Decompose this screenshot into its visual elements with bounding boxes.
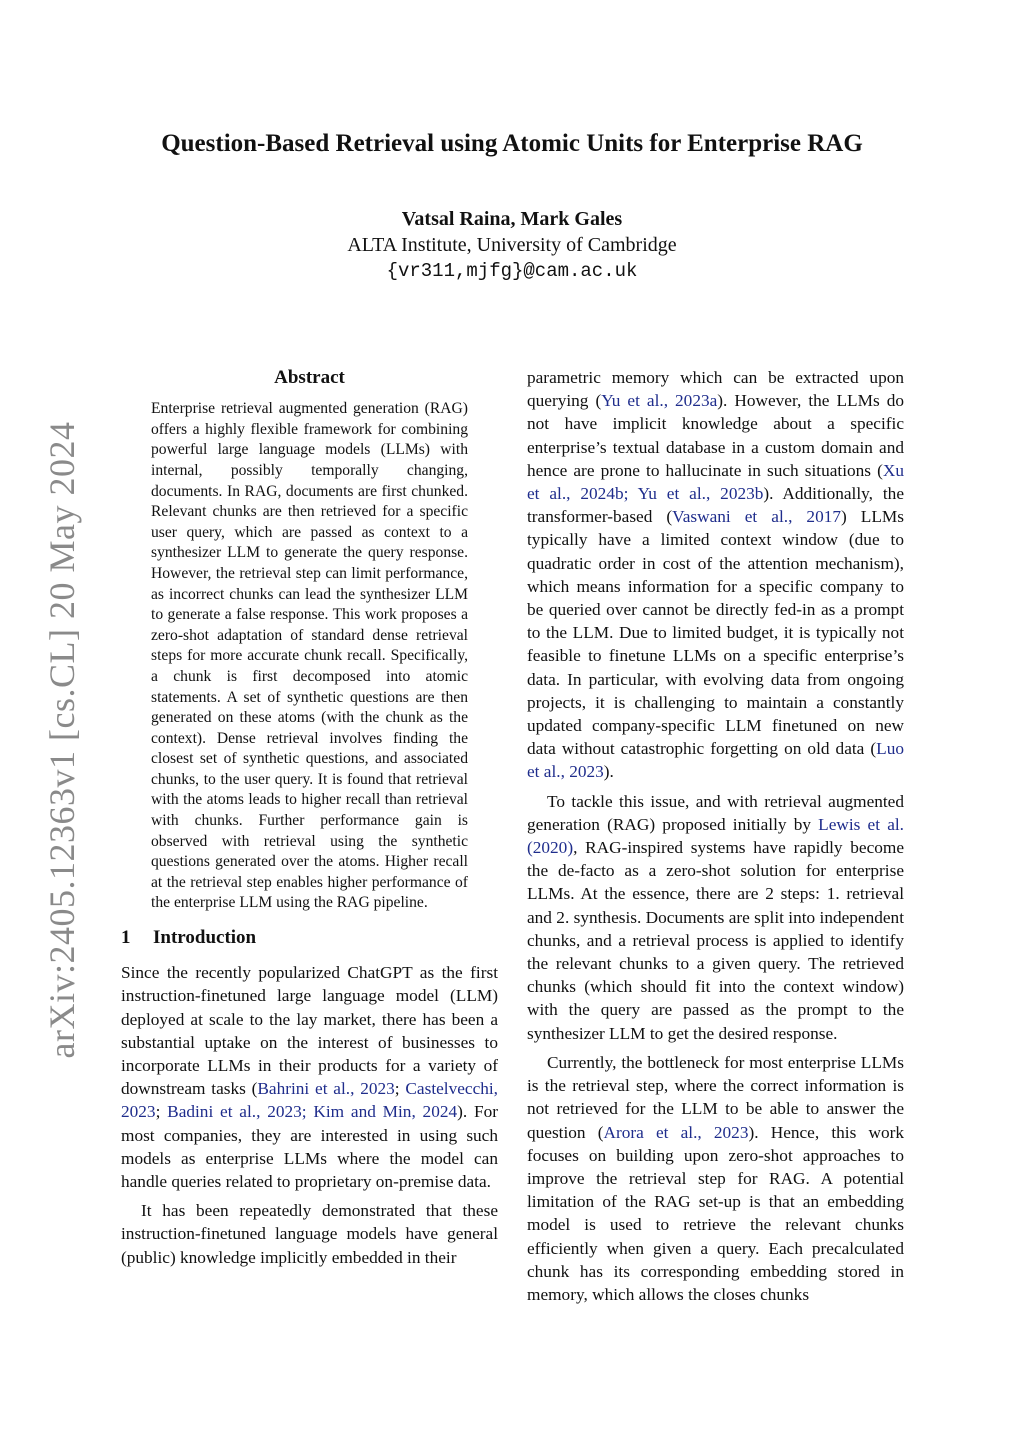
text-run: ;: [394, 1079, 406, 1099]
paper-title: Question-Based Retrieval using Atomic Units for Enterprise RAG: [161, 130, 863, 157]
citation-link[interactable]: Luo et al., 2023: [527, 739, 904, 782]
citation-link[interactable]: Castelvecchi, 2023: [121, 1079, 498, 1122]
text-run: , RAG-inspired systems have rapidly become the de-facto as a zero-shot solution for enterprise LLMs. At the essence, there are 2 steps: 1. retrieval and 2. synthesis. Documents are split into independent chunks, and a retrieval process is applied to identify the relevant chunks to a given query. The retrieved chunks (which should fit into the context window) with the query are passed as the prompt to the synthesizer LLM to get the desired response.: [527, 838, 904, 1043]
intro-paragraph-4: [527, 1051, 904, 1306]
text-run: ;: [155, 1102, 168, 1122]
section-heading-introduction: [121, 926, 498, 949]
text-run: ) LLMs typically have a limited context window (due to quadratic order in cost of the attention mechanism), which means information for a specific company to be queried over cannot be directly fed-in as a prompt to the LLM. Due to limited budget, it is typically not feasible to finetune LLMs on a specific enterprise’s data. In particular, with evolving data from ongoing projects, it is challenging to maintain a constantly updated company-specific LLM finetuned on new data without catastrophic forgetting on old data (: [527, 507, 904, 759]
text-run: It has been repeatedly demonstrated that these instruction-finetuned language models have general (public) knowledge implicitly embedded in their: [121, 1201, 498, 1267]
citation-link[interactable]: Badini et al., 2023; Kim and Min, 2024: [167, 1102, 458, 1122]
citation-link[interactable]: Bahrini et al., 2023: [257, 1079, 395, 1099]
citation-link[interactable]: Arora et al., 2023: [603, 1122, 749, 1142]
citation-link[interactable]: Yu et al., 2023a: [601, 391, 718, 411]
intro-paragraph-2-continued: [527, 366, 904, 784]
arxiv-identifier: arXiv:2405.12363v1 [cs.CL] 20 May 2024: [42, 421, 82, 1059]
intro-paragraph-3: [527, 790, 904, 1045]
section-title: Introduction: [153, 927, 257, 949]
text-run: Currently, the bottleneck for most enterprise LLMs is the retrieval step, where the correct information is not retrieved for the LLM to be able to answer the question (: [527, 1052, 904, 1142]
text-run: ).: [603, 762, 614, 782]
affiliation: ALTA Institute, University of Cambridge: [347, 234, 677, 256]
text-run: parametric memory which can be extracted upon querying (: [527, 368, 904, 411]
author-names: Vatsal Raina, Mark Gales: [401, 208, 623, 230]
author-email: {vr311,mjfg}@cam.ac.uk: [386, 260, 638, 282]
section-number: 1: [121, 927, 131, 949]
text-run: ). However, the LLMs do not have implicit knowledge about a specific enterprise’s textual database in a custom domain and hence are prone to hallucinate in such situations (: [527, 391, 904, 480]
right-column: [527, 366, 904, 1312]
abstract-text: Enterprise retrieval augmented generation (RAG) offers a highly flexible framework for combining powerful large language models (LLMs) with internal, possibly temporally changing, documents. In RAG, documents are first chunked. Relevant chunks are then retrieved for a specific user query, which are passed as context to a synthesizer LLM to generate the query response. However, the retrieval step can limit performance, as incorrect chunks can lead the synthesizer LLM to generate a false response. This work proposes a zero-shot adaptation of standard dense retrieval steps for more accurate chunk recall. Specifically, a chunk is first decomposed into atomic statements. A set of synthetic questions are then generated on these atoms (with the chunk as the context). Dense retrieval involves finding the closest set of synthetic questions, and associated chunks, to the user query. It is found that retrieval with the atoms leads to higher recall than retrieval with chunks. Further performance gain is observed with retrieval using the synthetic questions generated over the atoms. Higher recall at the retrieval step enables higher performance of the enterprise LLM using the RAG pipeline.: [151, 400, 468, 912]
left-column: [121, 366, 498, 1275]
citation-link[interactable]: Xu et al., 2024b; Yu et al., 2023b: [527, 460, 904, 504]
text-run: To tackle this issue, and with retrieval augmented generation (RAG) proposed initially by: [527, 791, 904, 834]
text-run: ). Hence, this work focuses on building upon zero-shot approaches to improve the retrieval step for RAG. A potential limitation of the RAG set-up is that an embedding model is used to retrieve the relevant chunks efficiently when given a query. Each precalculated chunk has its corresponding embedding stored in memory, which allows the closes chunks: [527, 1122, 904, 1304]
text-run: ). For most companies, they are interested in using such models as enterprise LLMs where the model can handle queries related to proprietary on-premise data.: [121, 1102, 499, 1192]
citation-link[interactable]: Vaswani et al., 2017: [672, 507, 841, 527]
intro-paragraph-1: [121, 961, 498, 1193]
citation-link[interactable]: Lewis et al. (2020): [527, 814, 904, 858]
text-run: ). Additionally, the transformer-based (: [527, 484, 904, 527]
author-block: [0, 206, 1024, 284]
intro-paragraph-2: [121, 1199, 498, 1269]
text-run: Since the recently popularized ChatGPT as the first instruction-finetuned large language model (LLM) deployed at scale to the lay market, there has been a substantial uptake on the interest of businesses to incorporate LLMs in their products for a variety of downstream tasks (: [121, 963, 498, 1099]
abstract-heading: Abstract: [274, 367, 345, 388]
